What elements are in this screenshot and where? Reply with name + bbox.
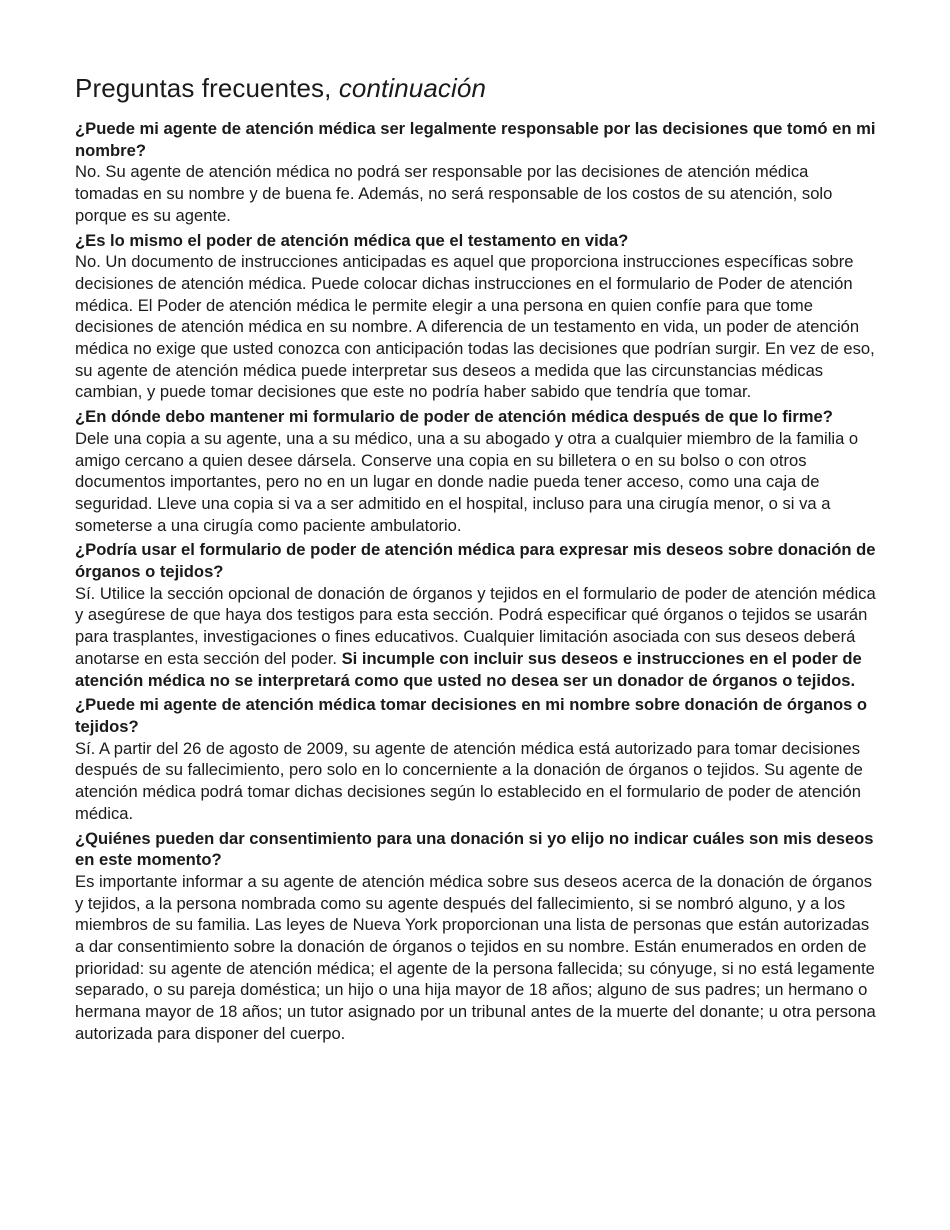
faq-question: ¿Es lo mismo el poder de atención médica que el testamento en vida? (75, 230, 629, 250)
faq-answer: Dele una copia a su agente, una a su médico, una a su abogado y otra a cualquier miembro de la familia o amigo cercano a quien desee dársela. Conserve una copia en su billetera o en su bolso o con otros documentos importantes, pero no en un lugar en donde nadie pueda tener acceso, como una caja de seguridad. Lleve una copia si va a ser admitido en el hospital, incluso para una cirugía menor, o si va a someterse a una cirugía como paciente ambulatorio. (75, 428, 859, 535)
faq-item-donation-consent (75, 828, 876, 1045)
faq-answer: No. Su agente de atención médica no podrá ser responsable por las decisiones de atención médica tomadas en su nombre y de buena fe. Además, no será responsable de los costos de su atención, solo porque es su agente. (75, 162, 833, 225)
faq-question: ¿Podría usar el formulario de poder de atención médica para expresar mis deseos sobre donación de órganos o tejidos? (75, 540, 876, 582)
faq-question: ¿Puede mi agente de atención médica tomar decisiones en mi nombre sobre donación de órganos o tejidos? (75, 695, 868, 736)
faq-item-form-storage (75, 406, 876, 536)
faq-answer (75, 583, 876, 692)
page-title-italic: continuación (338, 73, 487, 103)
faq-question: ¿Quiénes pueden dar consentimiento para una donación si yo elijo no indicar cuáles son mis deseos en este momento? (75, 828, 874, 870)
faq-answer: Sí. A partir del 26 de agosto de 2009, su agente de atención médica está autorizado para tomar decisiones después de su fallecimiento, pero solo en lo concerniente a la donación de órganos o tejidos. Su agente de atención médica podrá tomar dichas decisiones según lo establecido en el formulario de poder de atención médica. (75, 738, 863, 823)
faq-answer: Es importante informar a su agente de atención médica sobre sus deseos acerca de la donación de órganos y tejidos, a la persona nombrada como su agente después del fallecimiento, si se nombró alguno, y a los miembros de su familia. Las leyes de Nueva York proporcionan una lista de personas que están autorizadas a dar consentimiento sobre la donación de órganos o tejidos en su nombre. Están enumerados en orden de prioridad: su agente de atención médica; el agente de la persona fallecida; su cónyuge, si no está legamente separado, o su pareja doméstica; un hijo o una hija mayor de 18 años; alguno de sus padres; un hermano o hermana mayor de 18 años; un tutor asignado por un tribunal antes de la muerte del donante; u otra persona autorizada para disponer del cuerpo. (75, 871, 876, 1043)
faq-question: ¿Puede mi agente de atención médica ser legalmente responsable por las decisiones que tomó en mi nombre? (75, 119, 876, 160)
faq-item-organ-donation-wishes (75, 539, 876, 691)
faq-answer: No. Un documento de instrucciones anticipadas es aquel que proporciona instrucciones específicas sobre decisiones de atención médica. Puede colocar dichas instrucciones en el formulario de Poder de atención médica. El Poder de atención médica le permite elegir a una persona en quien confíe para que tome decisiones de atención médica en su nombre. A diferencia de un testamento en vida, un poder de atención médica no exige que usted conozca con anticipación todas las decisiones que podrían surgir. En vez de eso, su agente de atención médica puede interpretar sus deseos a medida que las circunstancias médicas cambian, y puede tomar decisiones que este no podría haber sabido que tendría que tomar. (75, 252, 875, 402)
faq-answer-text: Sí. Utilice la sección opcional de donación de órganos y tejidos en el formulario de poder de atención médica y asegúrese de que haya dos testigos para esta sección. Podrá especificar qué órganos o tejidos se usarán para trasplantes, investigaciones o fines educativos. Cualquier limitación asociada con sus deseos deberá anotarse en esta sección del poder. (75, 583, 876, 668)
page-title (75, 72, 876, 104)
faq-answer-emphasis: Si incumple con incluir sus deseos e instrucciones en el poder de atención médica no se interpretará como que usted no desea ser un donador de órganos o tejidos. (75, 648, 862, 690)
page-title-main: Preguntas frecuentes, (75, 73, 339, 103)
faq-item-agent-donation-decisions (75, 694, 876, 824)
faq-item-agent-liability (75, 118, 876, 227)
faq-item-living-will (75, 230, 876, 404)
faq-question: ¿En dónde debo mantener mi formulario de poder de atención médica después de que lo firme? (75, 407, 833, 427)
